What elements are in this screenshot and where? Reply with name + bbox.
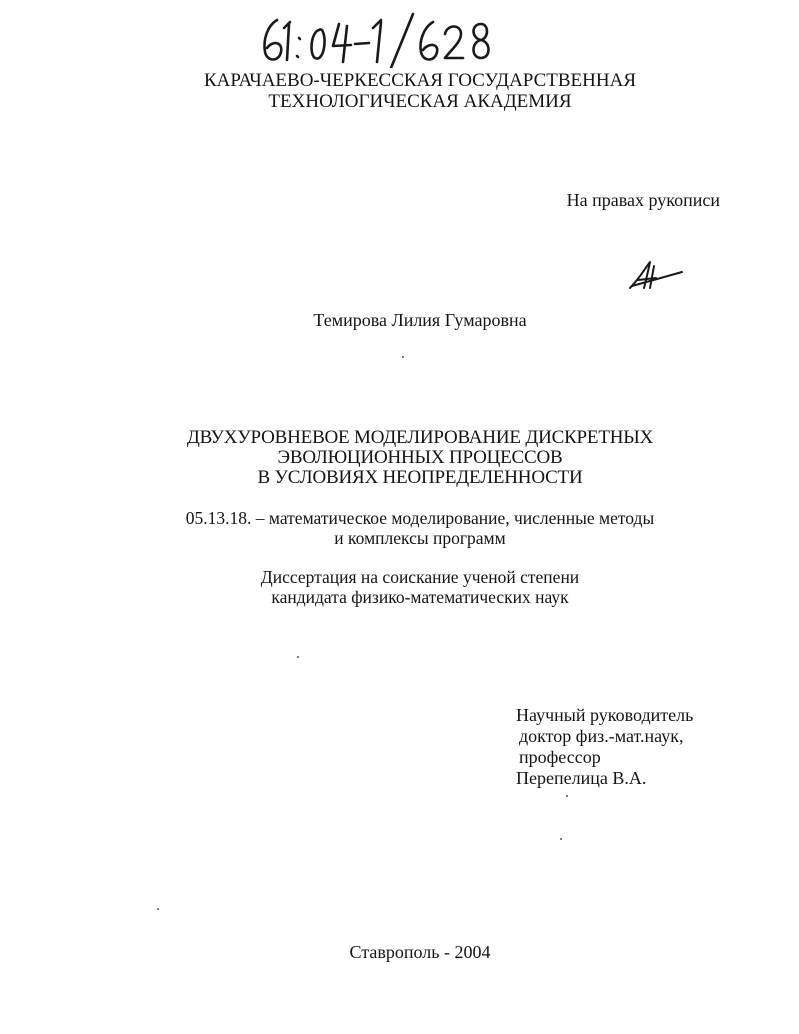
supervisor-rank: профессор	[519, 747, 601, 767]
scan-speck	[297, 656, 299, 658]
degree-statement	[160, 567, 680, 607]
supervisor-name: Перепелица В.А.	[516, 768, 647, 788]
specialty-code	[120, 508, 720, 548]
dissertation-title	[120, 428, 720, 488]
institution-line-2: ТЕХНОЛОГИЧЕСКАЯ АКАДЕМИЯ	[268, 91, 572, 112]
degree-line-2: кандидата физико-математических наук	[271, 587, 569, 607]
title-line-2: ЭВОЛЮЦИОННЫХ ПРОЦЕССОВ	[277, 447, 563, 468]
scan-speck	[566, 795, 568, 797]
rights-notice: На правах рукописи	[566, 190, 720, 210]
scan-speck	[560, 838, 562, 840]
title-line-3: В УСЛОВИЯХ НЕОПРЕДЕЛЕННОСТИ	[257, 467, 583, 488]
handwritten-archive-code	[255, 12, 495, 68]
specialty-line-2: и комплексы программ	[334, 528, 506, 548]
title-line-1: ДВУХУРОВНЕВОЕ МОДЕЛИРОВАНИЕ ДИСКРЕТНЫХ	[186, 427, 654, 448]
institution-name	[140, 70, 700, 112]
supervisor-role: Научный руководитель	[516, 705, 694, 725]
institution-line-1: КАРАЧАЕВО-ЧЕРКЕССКАЯ ГОСУДАРСТВЕННАЯ	[203, 70, 637, 91]
degree-line-1: Диссертация на соискание ученой степени	[260, 567, 580, 587]
scan-speck	[157, 908, 159, 910]
city-year: Ставрополь - 2004	[349, 942, 491, 962]
specialty-line-1: 05.13.18. – математическое моделирование, численные методы	[185, 508, 655, 528]
scan-speck	[402, 356, 404, 358]
author-name: Темирова Лилия Гумаровна	[313, 310, 527, 330]
supervisor-degree: доктор физ.-мат.наук,	[519, 726, 684, 746]
supervisor-block	[516, 705, 756, 789]
signature-mark	[624, 258, 684, 294]
